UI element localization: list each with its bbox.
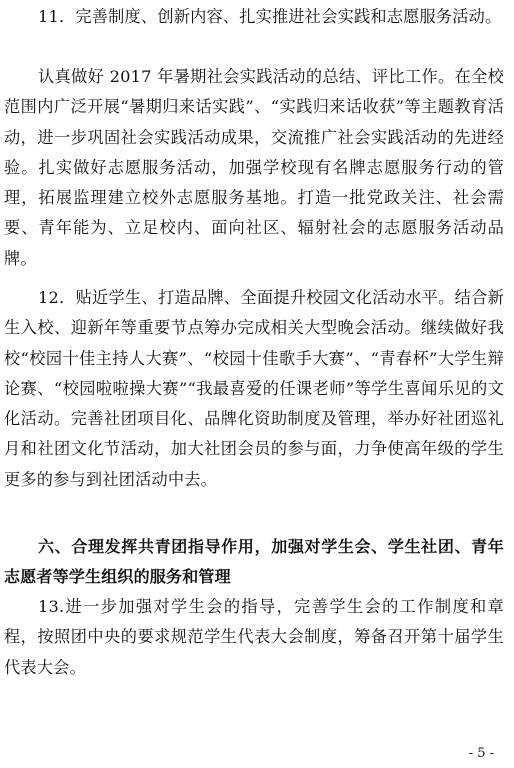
item-11-title: 11．完善制度、创新内容、扎实推进社会实践和志愿服务活动。: [38, 7, 502, 26]
item-11-body: 认真做好 2017 年暑期社会实践活动的总结、评比工作。在全校范围内广泛开展“暑期归来话实践”、“实践归来话收获”等主题教育活动，进一步巩固社会实践活动成果，交流推广社会实践活动的先进经验。扎实做好志愿服务活动，加强学校现有名牌志愿服务行动的管理，拓展监理建立校外志愿服务基地。打造一批党政关注、社会需要、青年能为、立足校内、面向社区、辐射社会的志愿服务活动品牌。: [4, 67, 504, 268]
item-13-paragraph: 13.进一步加强对学生会的指导，完善学生会的工作制度和章程，按照团中央的要求规范学生代表大会制度，筹备召开第十届学生代表大会。: [4, 597, 504, 677]
page-number: - 5 -: [468, 746, 494, 761]
section-6-heading: 六、合理发挥共青团指导作用，加强对学生会、学生社团、青年志愿者等学生组织的服务和管理: [4, 537, 504, 587]
item-12-paragraph: 12．贴近学生、打造品牌、全面提升校园文化活动水平。结合新生入校、迎新年等重要节点筹办完成相关大型晚会活动。继续做好我校“校园十佳主持人大赛”、“校园十佳歌手大赛”、“青春杯”大学生辩论赛、“校园啦啦操大赛”“我最喜爱的任课老师”等学生喜闻乐见的文化活动。完善社团项目化、品牌化资助制度及管理，举办好社团巡礼月和社团文化节活动，加大社团会员的参与面，力争使高年级的学生更多的参与到社团活动中去。: [4, 288, 504, 489]
